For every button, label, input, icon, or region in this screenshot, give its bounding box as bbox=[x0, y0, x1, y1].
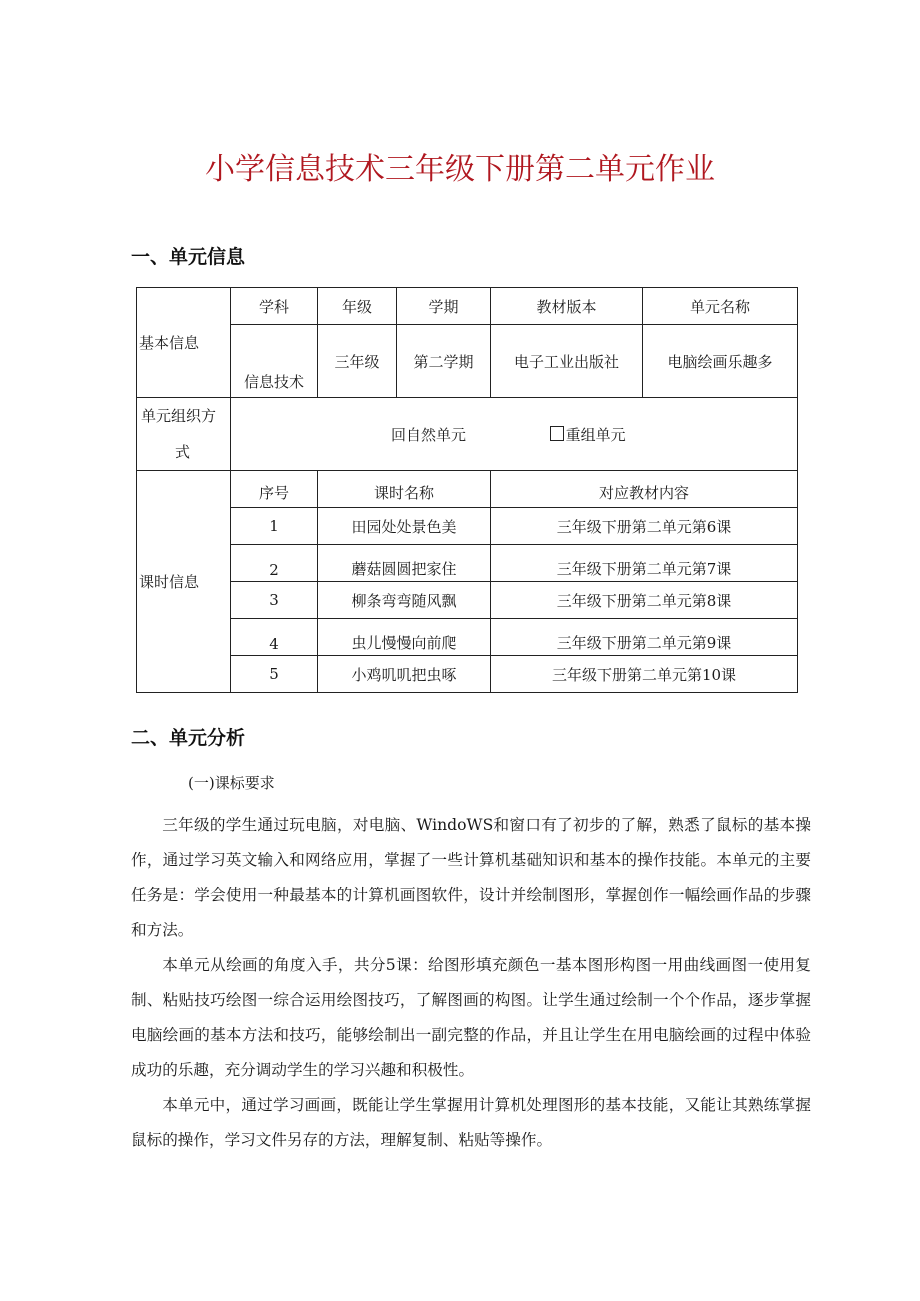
lesson-content: 三年级下册第二单元第10课 bbox=[491, 656, 798, 693]
section-heading-unit-info: 一、单元信息 bbox=[131, 246, 246, 268]
lesson-name: 虫儿慢慢向前爬 bbox=[318, 619, 491, 656]
value-subject: 信息技术 bbox=[231, 325, 318, 398]
header-grade: 年级 bbox=[318, 288, 397, 325]
lesson-seq: 1 bbox=[231, 508, 318, 545]
header-semester: 学期 bbox=[397, 288, 491, 325]
table-row bbox=[137, 582, 798, 619]
section-heading-unit-analysis: 二、单元分析 bbox=[131, 727, 246, 749]
lesson-name: 蘑菇圆圆把家住 bbox=[318, 545, 491, 582]
lesson-seq: 4 bbox=[231, 619, 318, 656]
value-unit-name: 电脑绘画乐趣多 bbox=[643, 325, 798, 398]
org-label bbox=[137, 398, 231, 471]
lesson-name: 小鸡叽叽把虫啄 bbox=[318, 656, 491, 693]
lesson-content: 三年级下册第二单元第8课 bbox=[491, 582, 798, 619]
org-label-line2: 式 bbox=[175, 443, 191, 461]
page-title: 小学信息技术三年级下册第二单元作业 bbox=[205, 152, 715, 187]
org-label-line1: 单元组织方 bbox=[141, 407, 217, 425]
table-row bbox=[137, 619, 798, 656]
lesson-seq: 2 bbox=[231, 545, 318, 582]
header-unit-name: 单元名称 bbox=[643, 288, 798, 325]
header-lesson-name: 课时名称 bbox=[318, 471, 491, 508]
header-textbook-content: 对应教材内容 bbox=[491, 471, 798, 508]
value-textbook: 电子工业出版社 bbox=[491, 325, 643, 398]
lesson-name: 柳条弯弯随风飘 bbox=[318, 582, 491, 619]
lesson-info-label: 课时信息 bbox=[137, 471, 231, 693]
lesson-seq: 3 bbox=[231, 582, 318, 619]
paragraph-2: 本单元从绘画的角度入手，共分5课：给图形填充颜色一基本图形构图一用曲线画图一使用复制、粘贴技巧绘图一综合运用绘图技巧，了解图画的构图。让学生通过绘制一个个作品，逐步掌握电脑绘画的基本方法和技巧，能够绘制出一副完整的作品，并且让学生在用电脑绘画的过程中体验成功的乐趣，充分调动学生的学习兴趣和积极性。 bbox=[131, 956, 811, 1079]
lesson-seq: 5 bbox=[231, 656, 318, 693]
value-grade: 三年级 bbox=[318, 325, 397, 398]
header-seq: 序号 bbox=[231, 471, 318, 508]
table-row bbox=[137, 508, 798, 545]
header-textbook: 教材版本 bbox=[491, 288, 643, 325]
paragraph-1: 三年级的学生通过玩电脑，对电脑、WindoWS和窗口有了初步的了解，熟悉了鼠标的基本操作，通过学习英文输入和网络应用，掌握了一些计算机基础知识和基本的操作技能。本单元的主要任务是：学会使用一种最基本的计算机画图软件，设计并绘制图形，掌握创作一幅绘画作品的步骤和方法。 bbox=[131, 816, 811, 939]
header-subject: 学科 bbox=[231, 288, 318, 325]
subheading-curriculum: (一)课标要求 bbox=[188, 774, 275, 792]
value-semester: 第二学期 bbox=[397, 325, 491, 398]
lesson-content: 三年级下册第二单元第7课 bbox=[491, 545, 798, 582]
unit-info-table bbox=[136, 287, 798, 693]
basic-info-label: 基本信息 bbox=[137, 288, 231, 398]
natural-unit-option[interactable] bbox=[391, 426, 466, 444]
paragraph-3: 本单元中，通过学习画画，既能让学生掌握用计算机处理图形的基本技能，又能让其熟练掌握鼠标的操作，学习文件另存的方法，理解复制、粘贴等操作。 bbox=[131, 1096, 811, 1149]
lesson-content: 三年级下册第二单元第6课 bbox=[491, 508, 798, 545]
regroup-unit-option[interactable] bbox=[550, 426, 626, 444]
checked-box-icon: 回 bbox=[391, 425, 407, 444]
lesson-content: 三年级下册第二单元第9课 bbox=[491, 619, 798, 656]
unchecked-box-icon bbox=[550, 426, 564, 441]
lesson-name: 田园处处景色美 bbox=[318, 508, 491, 545]
regroup-unit-label: 重组单元 bbox=[565, 425, 626, 444]
natural-unit-label: 自然单元 bbox=[406, 425, 467, 444]
org-options bbox=[231, 398, 798, 471]
table-row bbox=[137, 545, 798, 582]
table-row bbox=[137, 656, 798, 693]
